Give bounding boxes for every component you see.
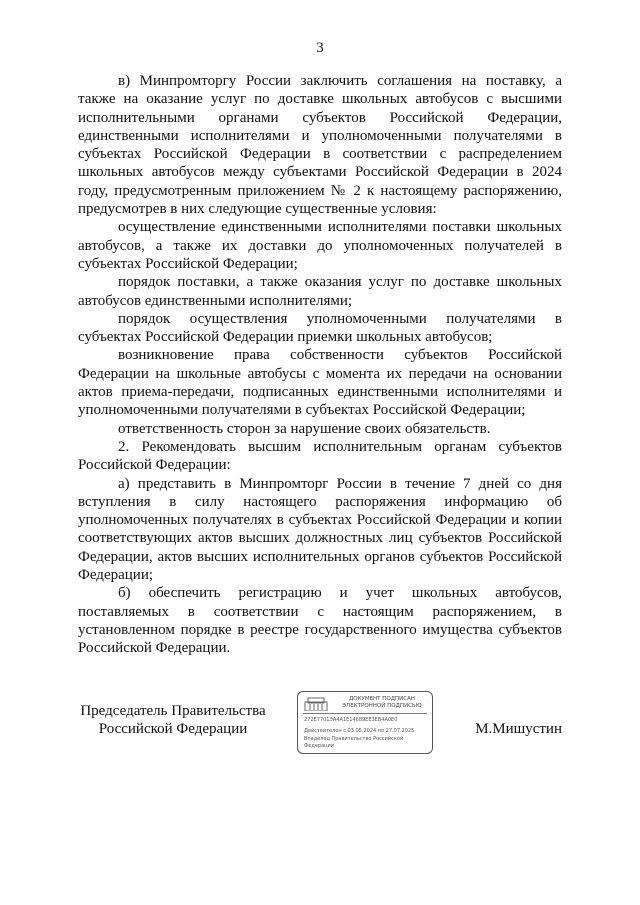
stamp-owner-line1: Владелец Правительство Российской <box>304 736 404 742</box>
paragraph-point-2a: а) представить в Минпромторг России в течение 7 дней со дня вступления в силу настоящего распоряжения информацию об уполномоченных получателях в субъектах Российской Федерации и копии соответствующих актов высших должностных лиц субъектов Российской Федерации, актов высших исполнительных органов субъектов Российской Федерации; <box>78 475 562 584</box>
stamp-title-line2: ЭЛЕКТРОННОЙ ПОДПИСЬЮ <box>342 703 422 709</box>
signatory-name: М.Мишустин <box>475 721 562 737</box>
paragraph-condition-acceptance: порядок осуществления уполномоченными получателями в субъектах Российской Федерации приемки школьных автобусов; <box>78 310 562 346</box>
stamp-owner-line2: Федерации <box>304 743 335 749</box>
document-body <box>78 72 562 658</box>
coat-of-arms-icon <box>304 697 328 711</box>
paragraph-point-2: 2. Рекомендовать высшим исполнительным органам субъектов Российской Федерации: <box>78 438 562 474</box>
paragraph-condition-procedure: порядок поставки, а также оказания услуг по доставке школьных автобусов единственными исполнителями; <box>78 274 562 309</box>
stamp-validity: Действителен с 03.05.2024 по 27.07.2025 <box>304 728 415 734</box>
signatory-position-line1: Председатель Правительства <box>80 703 266 719</box>
stamp-divider <box>303 713 427 714</box>
electronic-signature-stamp <box>297 691 433 754</box>
stamp-title <box>334 696 430 710</box>
paragraph-condition-delivery: осуществление единственными исполнителями поставки школьных автобусов, а также их доставки до уполномоченных получателей в субъектах Российской Федерации; <box>78 219 562 272</box>
signatory-position <box>78 702 268 739</box>
paragraph-item-v: в) Минпромторгу России заключить соглашения на поставку, а также на оказание услуг по доставке школьных автобусов с высшими исполнительными органами субъектов Российской Федерации, единственными исполнителями и уполномоченными получателями в субъектах Российской Федерации в соответствии с распределением школьных автобусов между субъектами Российской Федерации в 2024 году, предусмотренным приложением № 2 к настоящему распоряжению, предусмотрев в них следующие существенные условия: <box>78 73 562 218</box>
stamp-certificate: 272E7701ЭА4А1Е14689ЕЕ3ЕВ4А0Е0 <box>304 717 398 723</box>
paragraph-condition-ownership: возникновение права собственности субъектов Российской Федерации на школьные автобусы с момента их передачи на основании актов приема-передачи, подписанных единственными исполнителями и уполномоченными получателями в субъектах Российской Федерации; <box>78 347 562 419</box>
paragraph-point-2b: б) обеспечить регистрацию и учет школьных автобусов, поставляемых в соответствии с настоящим распоряжением, в установленном порядке в реестре государственного имущества субъектов Российской Федерации. <box>78 585 562 657</box>
signatory-position-line2: Российской Федерации <box>98 721 248 738</box>
page-number: 3 <box>316 40 324 56</box>
paragraph-condition-liability: ответственность сторон за нарушение своих обязательств. <box>118 420 491 437</box>
stamp-title-line1: ДОКУМЕНТ ПОДПИСАН <box>348 696 416 702</box>
